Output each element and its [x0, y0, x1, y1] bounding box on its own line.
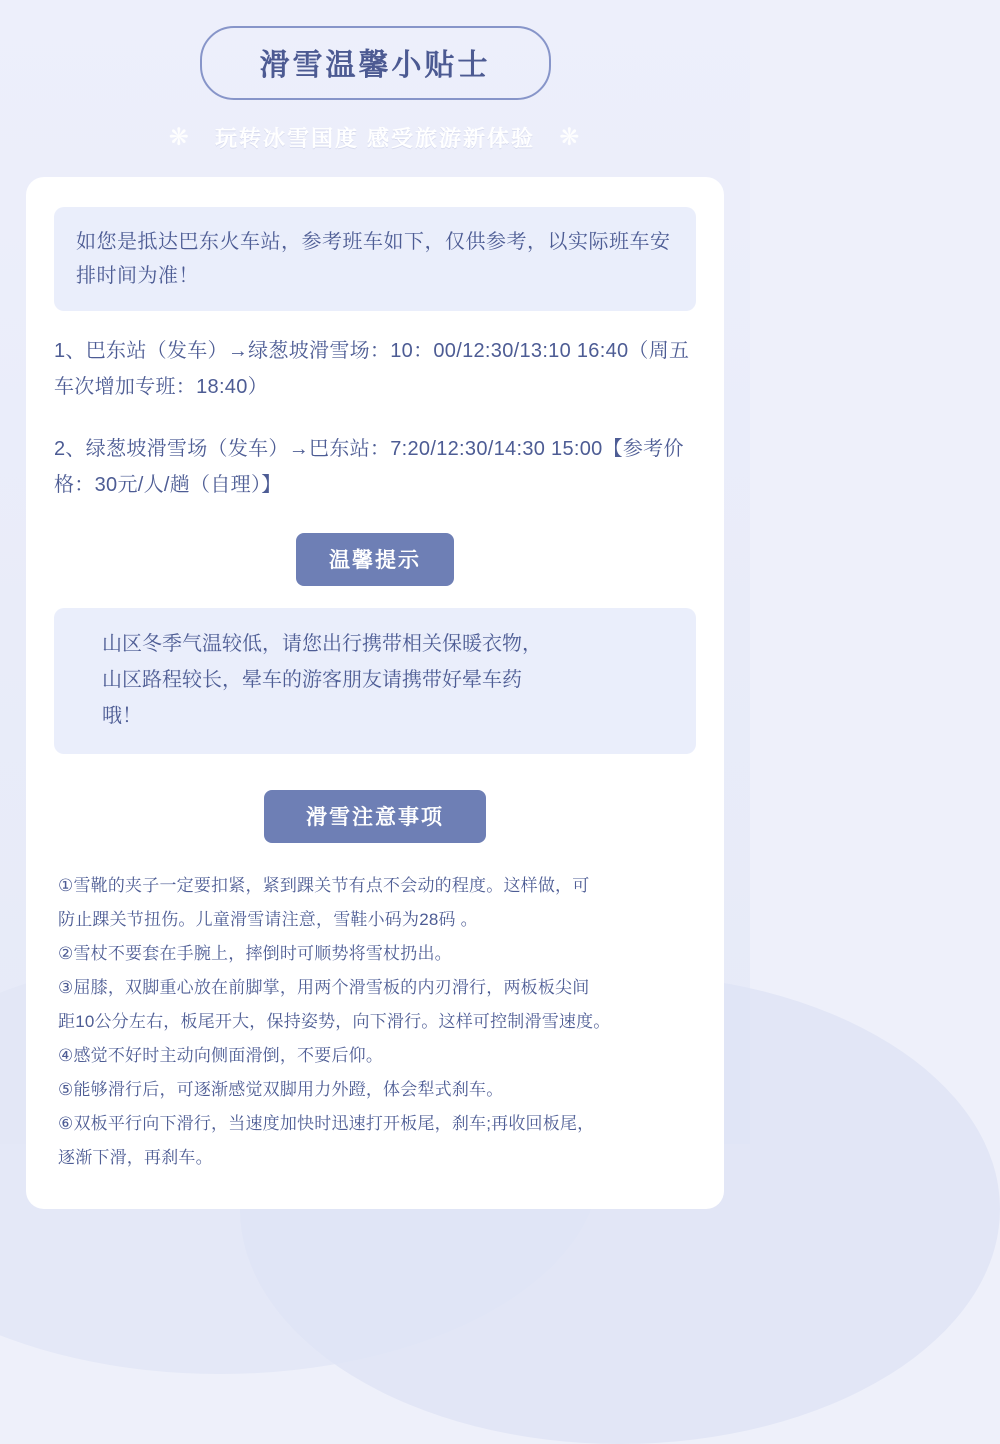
- note-line: ②雪杖不要套在手腕上，摔倒时可顺势将雪杖扔出。: [58, 944, 452, 963]
- tip-line-1: 山区冬季气温较低，请您出行携带相关保暖衣物，: [102, 633, 542, 655]
- note-line: ①雪靴的夹子一定要扣紧，紧到踝关节有点不会动的程度。这样做，可: [58, 876, 590, 895]
- note-line: ⑤能够滑行后，可逐渐感觉双脚用力外蹬，体会犁式刹车。: [58, 1080, 504, 1099]
- note-line: 防止踝关节扭伤。儿童滑雪请注意，雪鞋小码为28码 。: [58, 910, 478, 929]
- note-line: 距10公分左右，板尾开大，保持姿势，向下滑行。这样可控制滑雪速度。: [58, 1012, 611, 1031]
- content-card: [26, 177, 724, 1209]
- note-line: ③屈膝，双脚重心放在前脚掌，用两个滑雪板的内刃滑行，两板板尖间: [58, 978, 590, 997]
- note-line: ④感觉不好时主动向侧面滑倒，不要后仰。: [58, 1046, 384, 1065]
- page-subtitle-text: 玩转冰雪国度 感受旅游新体验: [214, 126, 536, 151]
- shuttle-route-1: 1、巴东站（发车）→绿葱坡滑雪场：10：00/12:30/13:10 16:40（周五车次增加专班：18:40）: [54, 340, 690, 398]
- shuttle-notice: 如您是抵达巴东火车站，参考班车如下，仅供参考，以实际班车安排时间为准！: [54, 207, 696, 311]
- notes-badge: 滑雪注意事项: [264, 790, 486, 843]
- tip-line-2: 山区路程较长，晕车的游客朋友请携带好晕车药: [102, 669, 522, 691]
- ski-notes-list: [54, 869, 696, 1175]
- snowflake-icon-left: ❋: [168, 124, 191, 151]
- shuttle-route-2: 2、绿葱坡滑雪场（发车）→巴东站：7:20/12:30/14:30 15:00【参考价格：30元/人/趟（自理）】: [54, 438, 684, 496]
- page-subtitle: [0, 122, 750, 153]
- tip-line-3: 哦！: [102, 705, 142, 727]
- note-line: 逐渐下滑，再刹车。: [58, 1148, 213, 1167]
- page-title-badge: [200, 26, 551, 100]
- note-line: ⑥双板平行向下滑行，当速度加快时迅速打开板尾，刹车;再收回板尾，: [58, 1114, 595, 1133]
- page-title: 滑雪温馨小贴士: [259, 49, 491, 82]
- header: [0, 0, 750, 153]
- tip-box: [54, 608, 696, 754]
- snowflake-icon-right: ❋: [559, 124, 582, 151]
- tip-badge: 温馨提示: [296, 533, 454, 586]
